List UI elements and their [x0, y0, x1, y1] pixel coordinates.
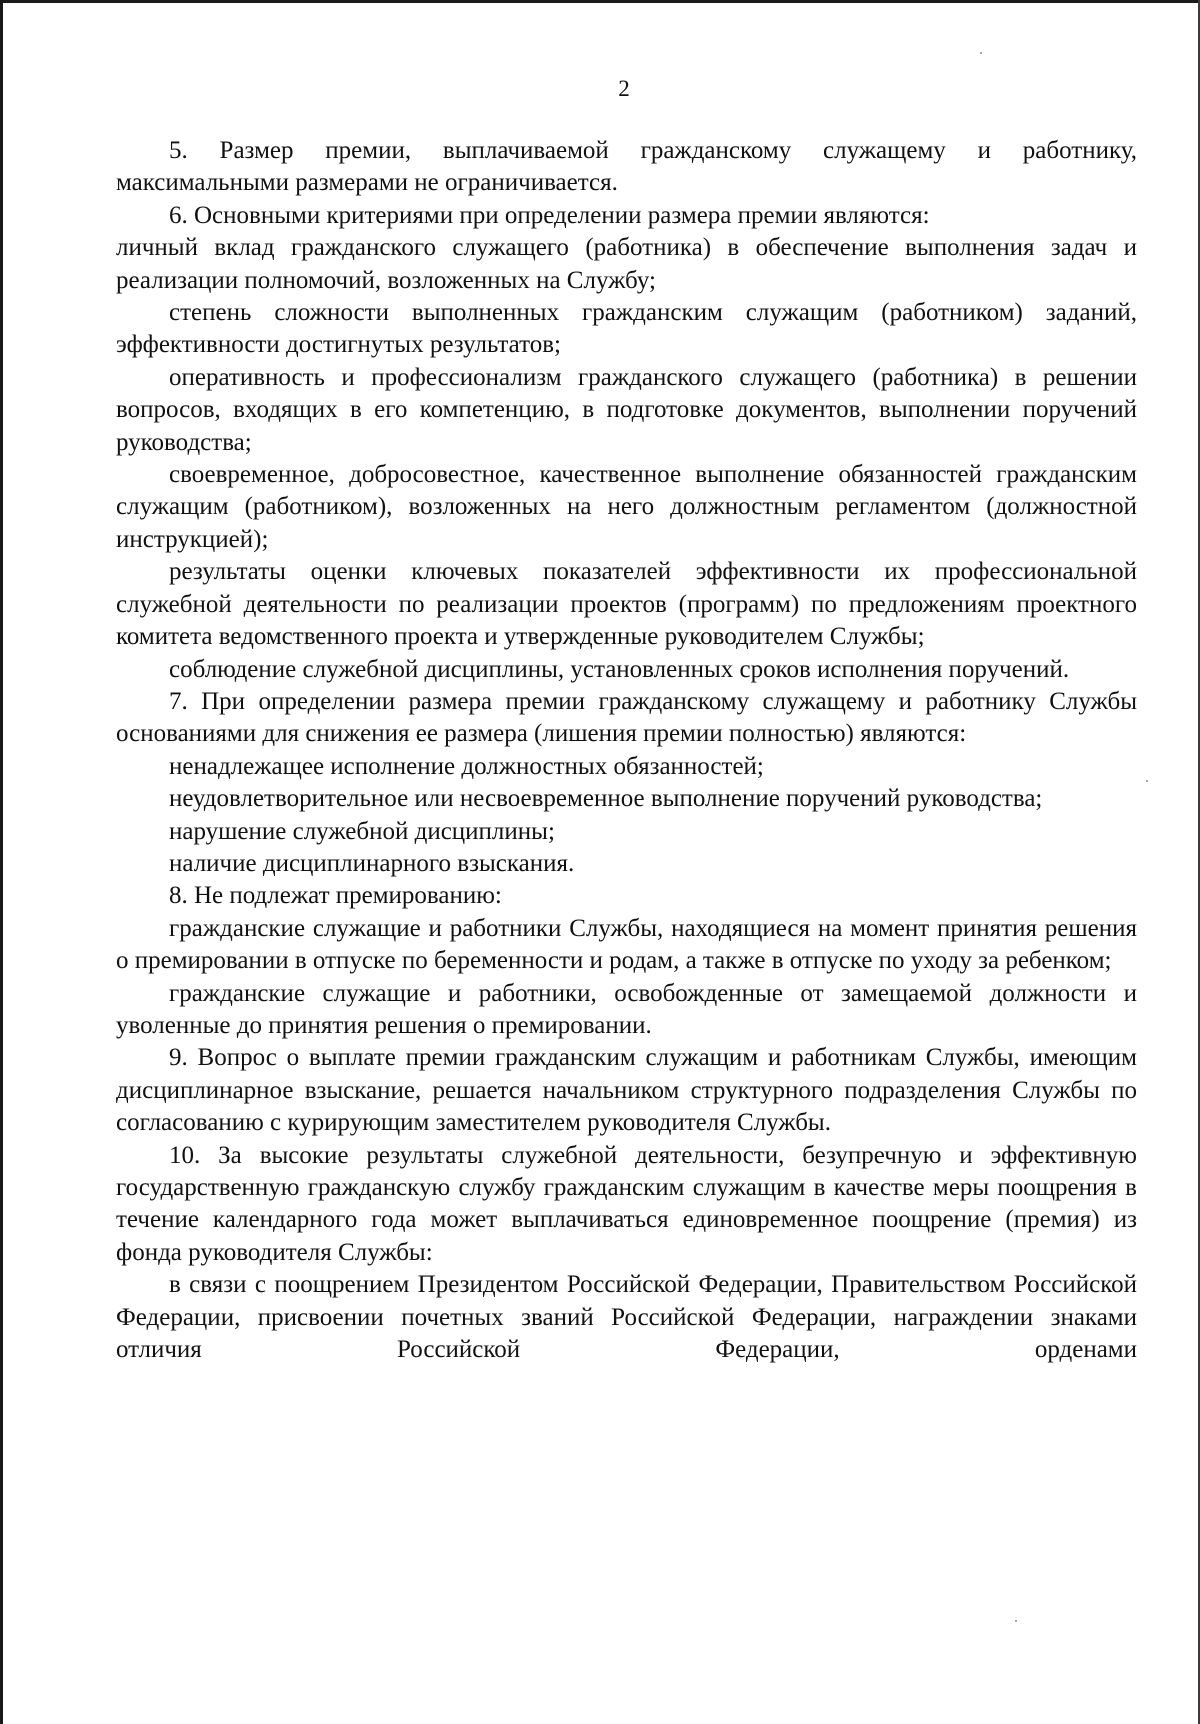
criterion-timeliness: своевременное, добросовестное, качественное выполнение обязанностей гражданским служащим (работником), возложенных на него должностным регламентом (должностной инструкцией); [116, 461, 1137, 553]
bonus-state-awards: в связи с поощрением Президентом Российской Федерации, Правительством Российской Федерации, присвоении почетных званий Российской Федерации, награждении знаками отличия Российской Федерации, орденами [116, 1271, 1137, 1364]
criterion-discipline: соблюдение служебной дисциплины, установленных сроков исполнения поручений. [169, 655, 1070, 683]
exclusion-dismissed: гражданские служащие и работники, освобожденные от замещаемой должности и уволенные до принятия решения о премировании. [116, 979, 1137, 1039]
paragraph-7: 7. При определении размера премии гражданскому служащему и работнику Службы основаниями для снижения ее размера (лишения премии полностью) являются: [116, 687, 1137, 748]
reduction-improper-performance: ненадлежащее исполнение должностных обязанностей; [169, 752, 764, 780]
paragraph-8: 8. Не подлежат премированию: [169, 882, 502, 910]
paragraph-5: 5. Размер премии, выплачиваемой гражданскому служащему и работнику, максимальными размерами не ограничивается. [116, 137, 1137, 197]
paragraph-9: 9. Вопрос о выплате премии гражданским служащим и работникам Службы, имеющим дисциплинарное взыскание, решается начальником структурного подразделения Службы по согласованию с курирующим заместителем руководителя Службы. [116, 1044, 1137, 1137]
scan-speck [1015, 1620, 1017, 1622]
scan-speck [980, 52, 982, 54]
scan-edge-left [0, 0, 3, 1724]
scan-speck [1146, 780, 1148, 782]
reduction-unsatisfactory-orders: неудовлетворительное или несвоевременное выполнение поручений руководства; [169, 785, 1043, 813]
criterion-kpi-results: результаты оценки ключевых показателей эффективности их профессиональной служебной деятельности по реализации проектов (программ) по предложениям проектного комитета ведомственного проекта и утвержденные руководителем Службы; [116, 558, 1137, 651]
paragraph-6: 6. Основными критериями при определении размера премии являются: [169, 201, 930, 229]
scan-edge-top [0, 0, 1200, 3]
paragraph-10: 10. За высокие результаты служебной деятельности, безупречную и эффективную государственную гражданскую службу гражданским служащим в качестве меры поощрения в течение календарного года может выплачиваться единовременное поощрение (премия) из фонда руководителя Службы: [116, 1141, 1137, 1266]
criterion-personal-contribution: личный вклад гражданского служащего (работника) в обеспечение выполнения задач и реализации полномочий, возложенных на Службу; [116, 234, 1137, 294]
reduction-disciplinary-penalty: наличие дисциплинарного взыскания. [169, 849, 575, 877]
page-number: 2 [618, 76, 630, 101]
criterion-efficiency: оперативность и профессионализм гражданского служащего (работника) в решении вопросов, входящих в его компетенцию, в подготовке документов, выполнении поручений руководства; [116, 363, 1137, 456]
reduction-discipline-violation: нарушение служебной дисциплины; [169, 817, 555, 845]
document-body [116, 135, 1137, 1366]
criterion-complexity: степень сложности выполненных гражданским служащим (работником) заданий, эффективности достигнутых результатов; [116, 299, 1137, 359]
exclusion-maternity-leave: гражданские служащие и работники Службы, находящиеся на момент принятия решения о премировании в отпуске по беременности и родам, а также в отпуске по уходу за ребенком; [116, 914, 1137, 975]
